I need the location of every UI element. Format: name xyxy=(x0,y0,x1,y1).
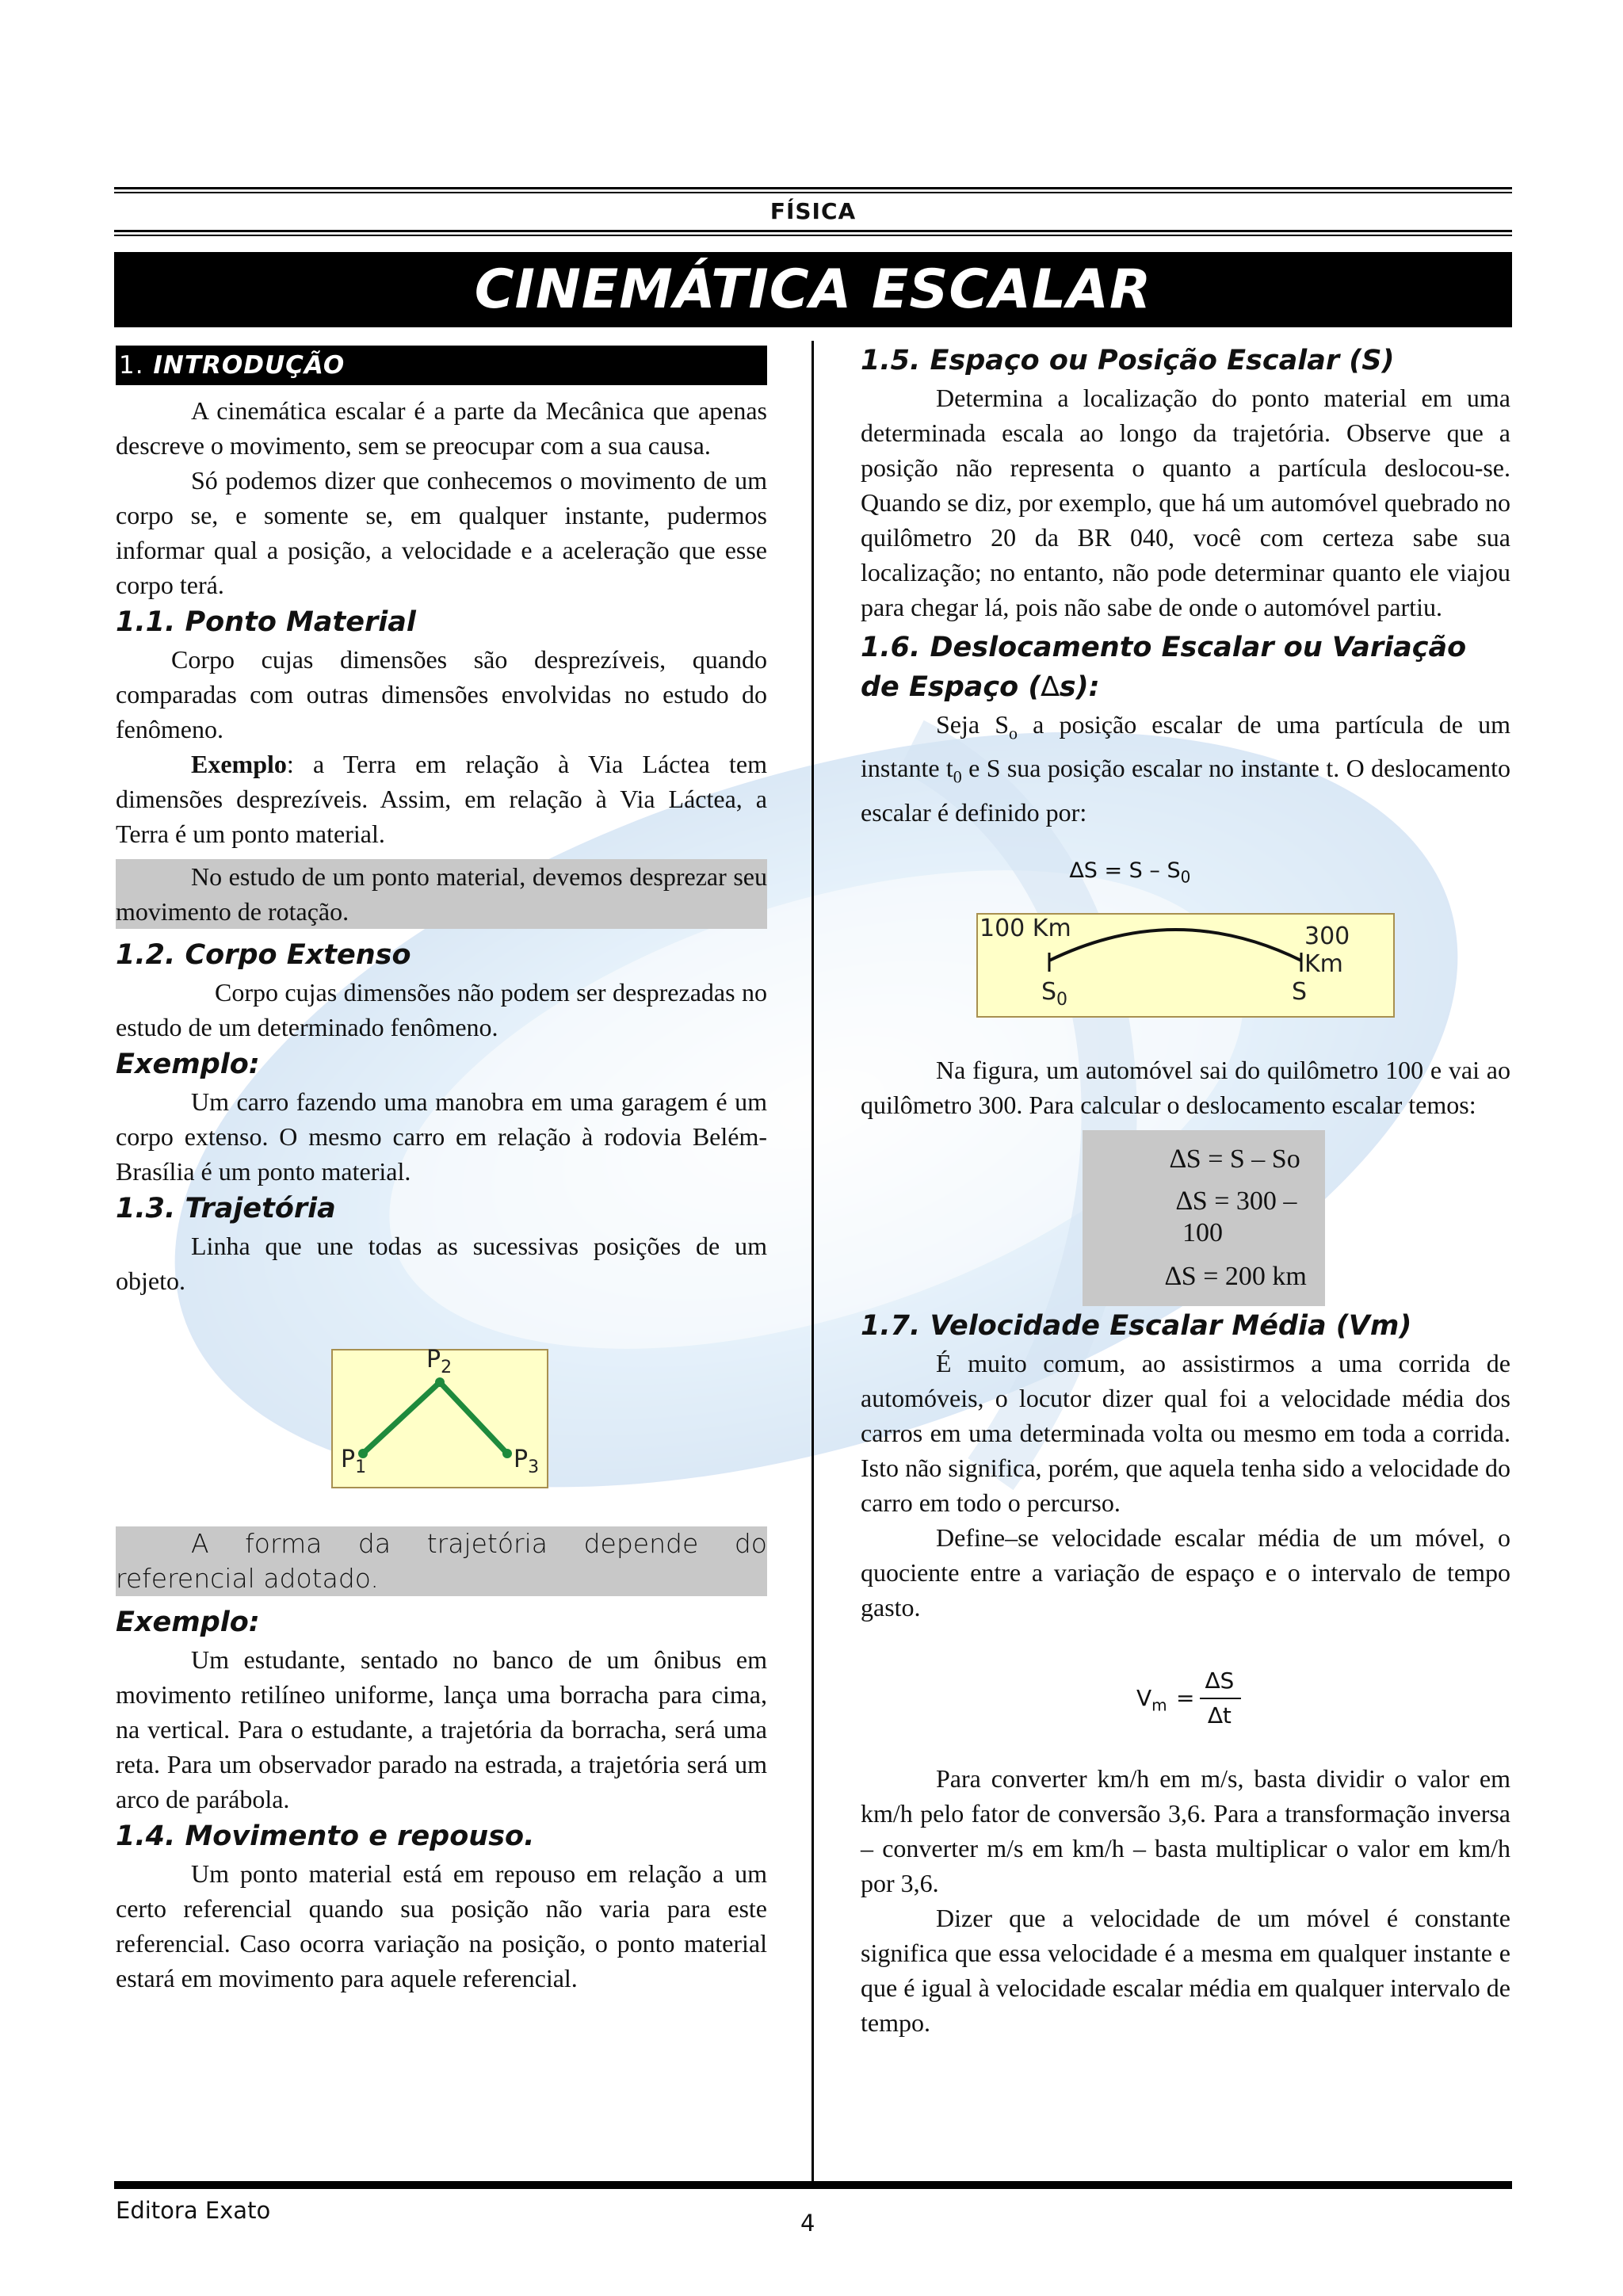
point-p1-label: $P_1$ xyxy=(341,1446,367,1477)
page-title: CINEMÁTICA ESCALAR xyxy=(114,252,1512,327)
note-text: No estudo de um ponto material, devemos desprezar seu movimento de rotação. xyxy=(116,862,767,926)
right-column xyxy=(861,341,1510,2040)
section-1-1-title: 1.1. Ponto Material xyxy=(116,606,416,638)
equals-sign: = xyxy=(1176,1685,1195,1712)
point-p2-marker xyxy=(435,1377,445,1387)
publisher-name: Editora Exato xyxy=(116,2197,271,2224)
s0-label: $S_0$ xyxy=(1041,978,1068,1010)
point-p2-label: $P_2$ xyxy=(426,1346,453,1377)
displacement-formula: $\Delta S = S - S_0$ xyxy=(1069,858,1191,887)
vm-symbol: $V_m$ xyxy=(1136,1685,1167,1715)
section-1-2-example-text: Um carro fazendo uma manobra em uma garagem é um corpo extenso. O mesmo carro em relação à rodovia Belém-Brasília é um ponto material. xyxy=(116,1087,767,1186)
section-1-2-title: 1.2. Corpo Extenso xyxy=(116,939,411,971)
displacement-calculation-box xyxy=(1083,1130,1325,1306)
fraction-numerator: ∆S xyxy=(1205,1668,1235,1694)
intro-paragraph-1: A cinemática escalar é a parte da Mecânica que apenas descreve o movimento, sem se preocupar com a sua causa. xyxy=(116,396,767,460)
trajectory-diagram xyxy=(331,1346,548,1488)
section-1-3-paragraph: Linha que une todas as sucessivas posições de um objeto. xyxy=(116,1232,767,1295)
average-velocity-formula xyxy=(861,1642,1510,1761)
equation-line-1: ∆S = S – So xyxy=(1170,1144,1300,1175)
section-1-5-title: 1.5. Espaço ou Posição Escalar (S) xyxy=(861,345,1395,376)
example-label: Exemplo xyxy=(191,750,287,778)
section-1-7-title: 1.7. Velocidade Escalar Média (Vm) xyxy=(861,1310,1412,1343)
s-label: S xyxy=(1292,978,1308,1007)
section-1-1-paragraph: Corpo cujas dimensões são desprezíveis, quando comparadas com outras dimensões envolvidas no estudo do fenômeno. xyxy=(116,645,767,743)
intro-title: INTRODUÇÃO xyxy=(153,351,346,380)
header-bottom-rule xyxy=(114,230,1512,239)
note-box-rotation xyxy=(116,859,767,929)
equation-line-3: ∆S = 200 km xyxy=(1165,1262,1307,1292)
intro-heading xyxy=(116,346,767,385)
left-column xyxy=(116,341,767,1996)
fraction-denominator: ∆t xyxy=(1208,1702,1232,1729)
section-1-2-paragraph: Corpo cujas dimensões não podem ser desprezadas no estudo de um determinado fenômeno. xyxy=(116,978,767,1041)
footer-rule xyxy=(114,2181,1512,2189)
section-1-7-paragraph-2: Define–se velocidade escalar média de um móvel, o quociente entre a variação de espaço e o intervalo de tempo gasto. xyxy=(861,1523,1510,1622)
section-1-6-title-line-1: 1.6. Deslocamento Escalar ou Variação xyxy=(861,632,1467,663)
point-p3-label: $P_3$ xyxy=(514,1446,540,1477)
section-1-7-paragraph-1: É muito comum, ao assistirmos a uma corrida de automóveis, o locutor dizer qual foi a velocidade média dos carros em uma determinada volta ou mesmo em toda a corrida. Isto não significa, porém, que aquela tenha sido a velocidade do carro em todo o percurso. xyxy=(861,1349,1510,1518)
subject-label: FÍSICA xyxy=(769,198,857,224)
section-1-2-example-title: Exemplo: xyxy=(116,1049,260,1080)
road-diagram xyxy=(976,913,1395,1018)
section-1-6-paragraph-2: Na figura, um automóvel sai do quilômetro 100 e vai ao quilômetro 300. Para calcular o deslocamento escalar temos: xyxy=(861,1056,1510,1120)
column-divider xyxy=(812,341,814,2181)
section-1-7-paragraph-4: Dizer que a velocidade de um móvel é constante significa que essa velocidade é a mesma em qualquer instante e que é igual à velocidade escalar média em qualquer intervalo de tempo. xyxy=(861,1904,1510,2038)
section-1-3-example-title: Exemplo: xyxy=(116,1606,260,1638)
page-number: 4 xyxy=(800,2210,815,2237)
section-1-1-example xyxy=(116,747,767,851)
equation-line-2-cont: 100 xyxy=(1182,1218,1223,1248)
section-1-5-paragraph: Determina a localização do ponto material em uma determinada escala ao longo da trajetória. Observe que a posição não representa o quanto a partícula deslocou-se. Quando se diz, por exemplo, que há um automóvel quebrado no quilômetro 20 da BR 040, você com certeza sabe sua localização; no entanto, não pode determinar quanto ele viajou para chegar lá, pois não sabe de onde o automóvel partiu. xyxy=(861,384,1510,621)
section-1-3-example-text: Um estudante, sentado no banco de um ônibus em movimento retilíneo uniforme, lança uma borracha para cima, na vertical. Para o estudante, a trajetória da borracha, será uma reta. Para um observador parado na estrada, a trajetória será um arco de parábola. xyxy=(116,1645,767,1813)
example-text: : a Terra em relação à Via Láctea tem dimensões desprezíveis. Assim, em relação à Via Láctea, a Terra é um ponto material. xyxy=(116,750,767,848)
note-box-trajectory xyxy=(116,1526,767,1596)
equation-line-2: ∆S = 300 – xyxy=(1176,1186,1297,1217)
km-start-label: 100 Km xyxy=(980,915,1071,943)
section-1-6-paragraph: Seja $S_o$ a posição escalar de uma partícula de um instante $t_0$ e S sua posição escalar no instante t. O deslocamento escalar é definido por: xyxy=(861,710,1511,827)
section-1-4-paragraph: Um ponto material está em repouso em relação a um certo referencial quando sua posição não varia para este referencial. Caso ocorra variação na posição, o ponto material estará em movimento para aquele referencial. xyxy=(116,1859,767,1992)
section-1-6-title-line-2: de Espaço (∆s): xyxy=(861,671,1100,703)
header-top-rule xyxy=(114,187,1512,197)
intro-number: 1. xyxy=(119,351,144,380)
section-1-4-title: 1.4. Movimento e repouso. xyxy=(116,1820,535,1852)
note-text: A forma da trajetória depende do referencial adotado. xyxy=(116,1528,767,1594)
km-end-label: 300 Km xyxy=(1304,923,1350,979)
section-1-7-paragraph-3: Para converter km/h em m/s, basta dividir o valor em km/h pelo fator de conversão 3,6. Para a transformação inversa – converter m/s em km/h – basta multiplicar o valor em km/h por 3,6. xyxy=(861,1764,1510,1898)
point-p3-marker xyxy=(502,1449,512,1458)
section-1-3-title: 1.3. Trajetória xyxy=(116,1193,336,1224)
intro-paragraph-2: Só podemos dizer que conhecemos o movimento de um corpo se, e somente se, em qualquer instante, pudermos informar qual a posição, a velocidade e a aceleração que esse corpo terá. xyxy=(116,466,767,599)
fraction-bar xyxy=(1200,1698,1241,1699)
